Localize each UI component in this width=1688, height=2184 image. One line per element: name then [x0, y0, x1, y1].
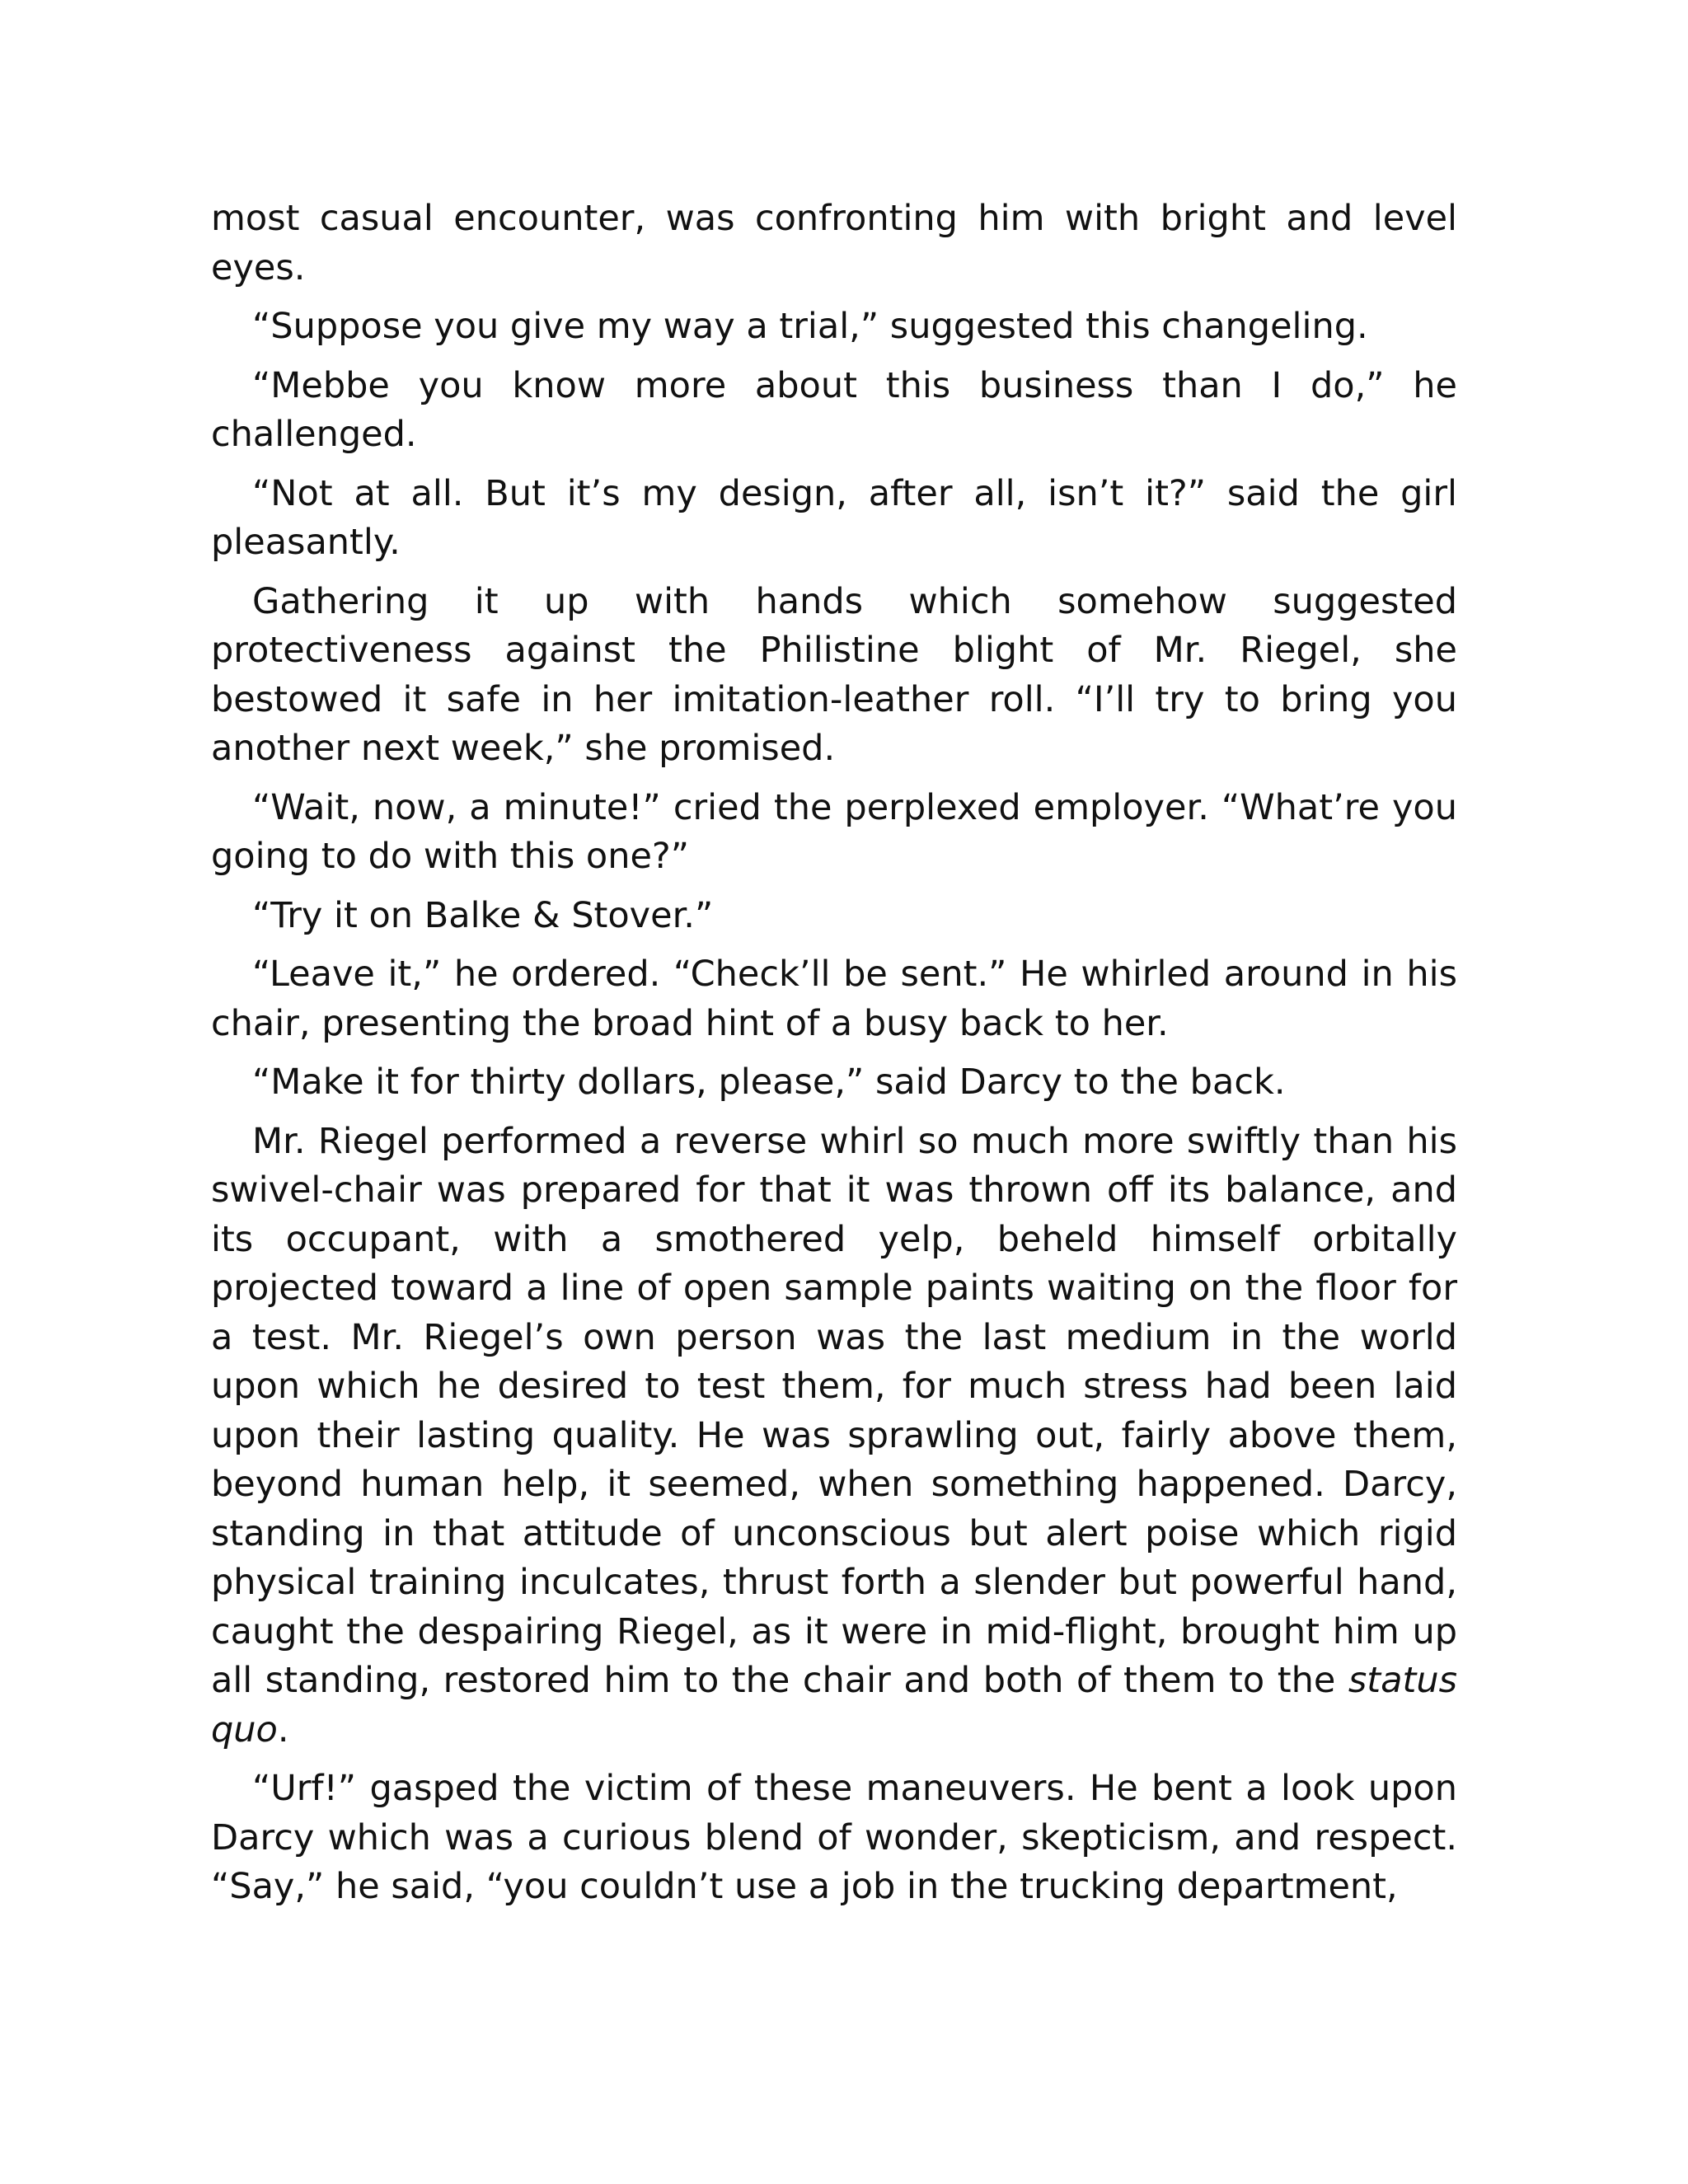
- paragraph-6: “Wait, now, a minute!” cried the perplexed employer. “What’re you going to do with this one?”: [211, 786, 1457, 877]
- paragraph-10-tail: .: [277, 1708, 289, 1750]
- paragraph-7: “Try it on Balke & Stover.”: [252, 894, 714, 936]
- paragraph-8: “Leave it,” he ordered. “Check’ll be sent.” He whirled around in his chair, presenting the broad hint of a busy back to her.: [211, 954, 1457, 1044]
- paragraph-4: “Not at all. But it’s my design, after all, isn’t it?” said the girl pleasantly.: [211, 472, 1457, 563]
- paragraph-10: [211, 1118, 1457, 1755]
- paragraph-9: “Make it for thirty dollars, please,” said Darcy to the back.: [252, 1062, 1286, 1103]
- book-page: [211, 194, 1457, 1922]
- paragraph-10-italic: status quo: [211, 1660, 1457, 1750]
- paragraph-2: “Suppose you give my way a trial,” suggested this changeling.: [252, 306, 1368, 347]
- paragraph-5: Gathering it up with hands which somehow suggested protectiveness against the Philistine blight of Mr. Riegel, she bestowed it safe in her imitation-leather roll. “I’ll try to bring you another next week,” she promised.: [211, 580, 1457, 769]
- paragraph-1: most casual encounter, was confronting him with bright and level eyes.: [211, 198, 1457, 288]
- paragraph-3: “Mebbe you know more about this business than I do,” he challenged.: [211, 364, 1457, 455]
- paragraph-11: “Urf!” gasped the victim of these maneuvers. He bent a look upon Darcy which was a curious blend of wonder, skepticism, and respect. “Say,” he said, “you couldn’t use a job in the trucking department,: [211, 1768, 1457, 1907]
- paragraph-10-text: Mr. Riegel performed a reverse whirl so much more swiftly than his swivel-chair was prepared for that it was thrown off its balance, and its occupant, with a smothered yelp, beheld himself orbitally projected toward a line of open sample paints waiting on the floor for a test. Mr. Riegel’s own person was the last medium in the world upon which he desired to test them, for much stress had been laid upon their lasting quality. He was sprawling out, fairly above them, beyond human help, it seemed, when something happened. Darcy, standing in that attitude of unconscious but alert poise which rigid physical training inculcates, thrust forth a slender but powerful hand, caught the despairing Riegel, as it were in mid-flight, brought him up all standing, restored him to the chair and both of them to the: [211, 1120, 1457, 1701]
